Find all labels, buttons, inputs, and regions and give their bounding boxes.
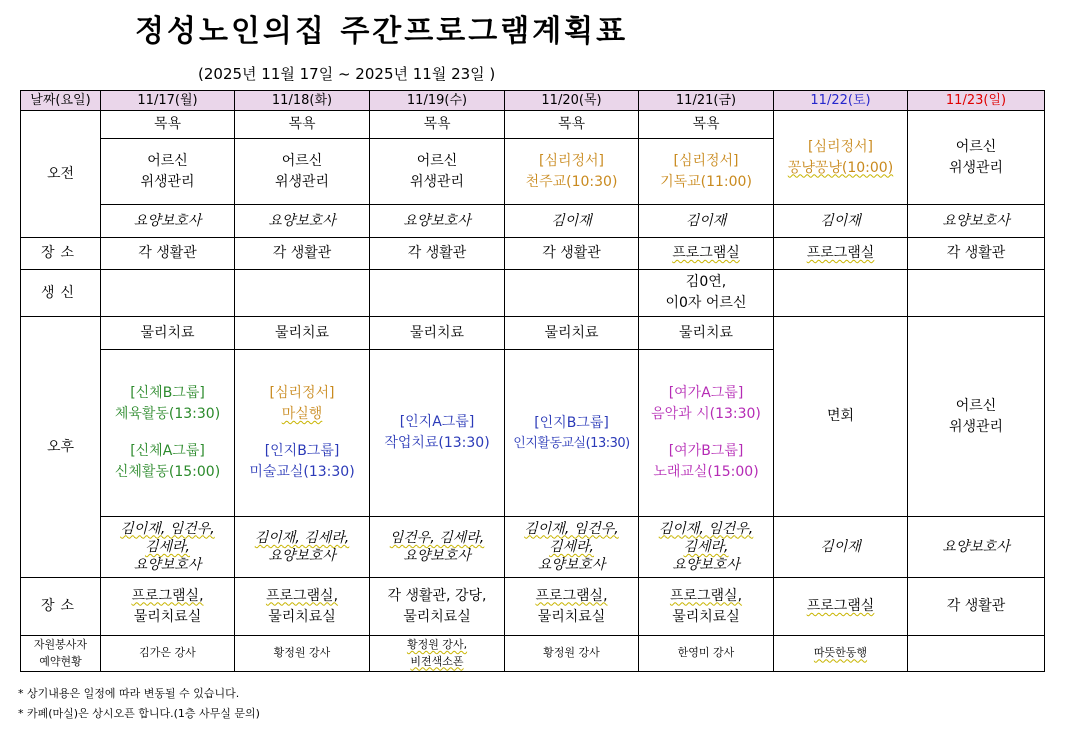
place-line2: 물리치료실: [268, 608, 336, 625]
activity-line2: 기독교(11:00): [660, 173, 752, 190]
place-line1: 프로그램실,: [265, 587, 339, 604]
morning-bath-cell: 목욕: [639, 111, 774, 139]
row-label-place: 장소: [21, 238, 101, 270]
place-pm-cell: [505, 578, 639, 636]
place-am-cell: 각 생활관: [908, 238, 1045, 270]
volunteer-cell: [505, 636, 639, 672]
volunteer-cell: [908, 636, 1045, 672]
activity-line2: 위생관리: [274, 173, 330, 190]
afternoon-physio-cell: 물리치료: [639, 317, 774, 350]
volunteer-line1: 황정원 강사,: [406, 638, 468, 651]
activity-line1: [심리정서]: [673, 152, 739, 169]
birthday-cell: [908, 270, 1045, 317]
place-pm-cell: [639, 578, 774, 636]
header-day-mon: 11/17(월): [101, 91, 235, 111]
afternoon-sun-cell: [908, 317, 1045, 517]
staff-line3: 요양보호사: [537, 557, 606, 574]
program-category: [인지B그룹]: [264, 443, 340, 459]
weekly-schedule-table: [20, 90, 1045, 672]
place-line1: 프로그램실: [806, 598, 875, 614]
staff-line3: 요양보호사: [672, 557, 740, 574]
volunteer-row: [21, 636, 1045, 672]
header-day-fri: 11/21(금): [639, 91, 774, 111]
program-name: 노래교실(15:00): [653, 464, 759, 480]
volunteer-cell: [774, 636, 908, 672]
morning-sun-line2: 위생관리: [948, 159, 1004, 176]
afternoon-staff-cell: [235, 517, 370, 578]
volunteer-cell: [370, 636, 505, 672]
place-line2: 물리치료실: [537, 608, 606, 625]
activity-line2: 위생관리: [140, 173, 195, 190]
volunteer-label-line1: 자원봉사자: [33, 638, 88, 651]
activity-line1: [심리정서]: [538, 152, 605, 169]
row-label-place: 장소: [21, 578, 101, 636]
volunteer-cell: [101, 636, 235, 672]
morning-staff-cell: 요양보호사: [235, 205, 370, 238]
program-category: [신체B그룹]: [130, 385, 205, 401]
afternoon-staff-cell: [370, 517, 505, 578]
morning-staff-cell: 김이재: [774, 205, 908, 238]
staff-line1: 김이재, 임건우,: [658, 520, 754, 537]
volunteer-line1: 한영미 강사: [677, 646, 735, 660]
morning-staff-cell: 김이재: [639, 205, 774, 238]
header-row: [21, 91, 1045, 111]
morning-bath-cell: 목욕: [101, 111, 235, 139]
program-category: [여가A그룹]: [668, 385, 744, 401]
birthday-cell: [370, 270, 505, 317]
place-am-cell: 각 생활관: [370, 238, 505, 270]
volunteer-line1: 김가은 강사: [139, 646, 196, 660]
place-pm-cell: [908, 578, 1045, 636]
footnote-1: * 상기내용은 일정에 따라 변동될 수 있습니다.: [18, 687, 240, 700]
afternoon-program-fri: [639, 350, 774, 517]
morning-sun-cell: [908, 111, 1045, 205]
program-category: [신체A그룹]: [130, 443, 205, 459]
activity-line1: 어르신: [416, 152, 458, 169]
morning-sat-program: 꽁냥꽁냥(10:00): [787, 159, 894, 176]
morning-activity-cell: [101, 139, 235, 205]
morning-activity-cell: [235, 139, 370, 205]
afternoon-staff-cell: 요양보호사: [908, 517, 1045, 578]
row-label-morning: 오전: [21, 111, 101, 238]
program-name: 체육활동(13:30): [114, 406, 221, 422]
birthday-line2: 이0자 어르신: [665, 295, 747, 311]
birthday-cell: [235, 270, 370, 317]
place-line2: 물리치료실: [403, 608, 471, 625]
place-line2: 물리치료실: [133, 608, 202, 625]
morning-sat-category: [심리정서]: [807, 138, 874, 155]
afternoon-physio-cell: 물리치료: [101, 317, 235, 350]
place-am-cell: 프로그램실: [639, 238, 774, 270]
page-title: 정성노인의집 주간프로그램계획표: [135, 14, 629, 49]
afternoon-staff-cell: [639, 517, 774, 578]
staff-line2: 김세라,: [548, 538, 595, 555]
place-am-cell: 각 생활관: [235, 238, 370, 270]
afternoon-physio-cell: 물리치료: [370, 317, 505, 350]
place-am-cell: 각 생활관: [505, 238, 639, 270]
activity-line1: 어르신: [281, 152, 323, 169]
program-name: 작업치료(13:30): [384, 435, 490, 451]
row-label-birthday: 생신: [21, 270, 101, 317]
program-name: 미술교실(13:30): [249, 464, 355, 480]
place-line1: 프로그램실,: [535, 587, 608, 604]
morning-bath-cell: 목욕: [235, 111, 370, 139]
place-pm-row: [21, 578, 1045, 636]
afternoon-staff-row: [21, 517, 1045, 578]
afternoon-sun-line1: 어르신: [955, 397, 997, 414]
afternoon-sat-cell: 면회: [774, 317, 908, 517]
morning-bath-cell: 목욕: [370, 111, 505, 139]
place-line1: 프로그램실,: [131, 587, 204, 604]
staff-line3: 요양보호사: [133, 557, 202, 574]
afternoon-staff-cell: [101, 517, 235, 578]
volunteer-line1: 따뜻한동행: [813, 646, 868, 660]
morning-staff-cell: 김이재: [505, 205, 639, 238]
header-day-wed: 11/19(수): [370, 91, 505, 111]
afternoon-staff-cell: [505, 517, 639, 578]
program-category: [심리정서]: [269, 385, 335, 401]
header-corner: 날짜(요일): [21, 91, 101, 111]
afternoon-sun-line2: 위생관리: [948, 418, 1004, 435]
birthday-cell-fri: [639, 270, 774, 317]
morning-bath-cell: 목욕: [505, 111, 639, 139]
staff-line1: 김이재, 임건우,: [120, 520, 215, 537]
volunteer-cell: [639, 636, 774, 672]
staff-line1: 임건우, 김세라,: [389, 529, 485, 546]
row-label-afternoon: 오후: [21, 317, 101, 578]
staff-line2: 요양보호사: [403, 548, 471, 564]
place-line1: 프로그램실,: [669, 587, 743, 604]
place-line1: 각 생활관, 강당,: [387, 587, 487, 604]
program-category: [인지A그룹]: [399, 414, 475, 430]
volunteer-cell: [235, 636, 370, 672]
row-label-volunteer: [21, 636, 101, 672]
birthday-line1: 김0연,: [685, 274, 727, 290]
afternoon-program-wed: [370, 350, 505, 517]
place-line2: 물리치료실: [672, 608, 740, 625]
activity-line2: 위생관리: [409, 173, 465, 190]
staff-line1: 김이재, 김세라,: [254, 529, 350, 546]
morning-activity-cell: [505, 139, 639, 205]
birthday-cell: [774, 270, 908, 317]
staff-line1: 김이재, 임건우,: [524, 520, 619, 537]
morning-staff-cell: 요양보호사: [370, 205, 505, 238]
staff-line2: 요양보호사: [268, 548, 336, 564]
morning-staff-row: [21, 205, 1045, 238]
afternoon-physio-row: [21, 317, 1045, 350]
activity-line1: 어르신: [147, 152, 188, 169]
afternoon-program-mon: [101, 350, 235, 517]
header-day-tue: 11/18(화): [235, 91, 370, 111]
staff-line2: 김세라,: [144, 538, 191, 555]
program-name: 마실행: [281, 406, 323, 422]
program-category: [인지B그룹]: [534, 414, 609, 431]
header-day-sat: 11/22(토): [774, 91, 908, 111]
morning-sun-line1: 어르신: [955, 138, 997, 155]
morning-staff-cell: 요양보호사: [908, 205, 1045, 238]
volunteer-line1: 황정원 강사: [543, 646, 600, 660]
program-name: 인지활동교실(13:30): [513, 435, 630, 451]
morning-bath-row: [21, 111, 1045, 139]
program-name: 음악과 시(13:30): [651, 406, 761, 422]
morning-staff-cell: 요양보호사: [101, 205, 235, 238]
volunteer-line2: 비젼색소폰: [410, 654, 464, 668]
place-am-cell: 프로그램실: [774, 238, 908, 270]
header-day-sun: 11/23(일): [908, 91, 1045, 111]
birthday-row: [21, 270, 1045, 317]
place-pm-cell: [101, 578, 235, 636]
schedule-period: (2025년 11월 17일 ~ 2025년 11월 23일 ): [198, 65, 496, 83]
afternoon-physio-cell: 물리치료: [505, 317, 639, 350]
place-line1: 각 생활관: [946, 598, 1006, 614]
birthday-cell: [101, 270, 235, 317]
morning-sat-cell: [774, 111, 908, 205]
place-pm-cell: [774, 578, 908, 636]
afternoon-program-tue: [235, 350, 370, 517]
place-pm-cell: [235, 578, 370, 636]
afternoon-physio-cell: 물리치료: [235, 317, 370, 350]
place-am-row: [21, 238, 1045, 270]
activity-line2: 천주교(10:30): [525, 173, 618, 190]
morning-activity-cell: [639, 139, 774, 205]
volunteer-label-line2: 예약현황: [39, 654, 82, 668]
staff-line2: 김세라,: [683, 538, 729, 555]
volunteer-line1: 황정원 강사: [273, 646, 331, 660]
birthday-cell: [505, 270, 639, 317]
afternoon-staff-cell: 김이재: [774, 517, 908, 578]
program-category: [여가B그룹]: [668, 443, 744, 459]
place-am-cell: 각 생활관: [101, 238, 235, 270]
place-pm-cell: [370, 578, 505, 636]
afternoon-program-thu: [505, 350, 639, 517]
morning-activity-cell: [370, 139, 505, 205]
header-day-thu: 11/20(목): [505, 91, 639, 111]
footnote-2: * 카페(마실)은 상시오픈 합니다.(1층 사무실 문의): [18, 707, 260, 720]
program-name: 신체활동(15:00): [114, 464, 221, 480]
